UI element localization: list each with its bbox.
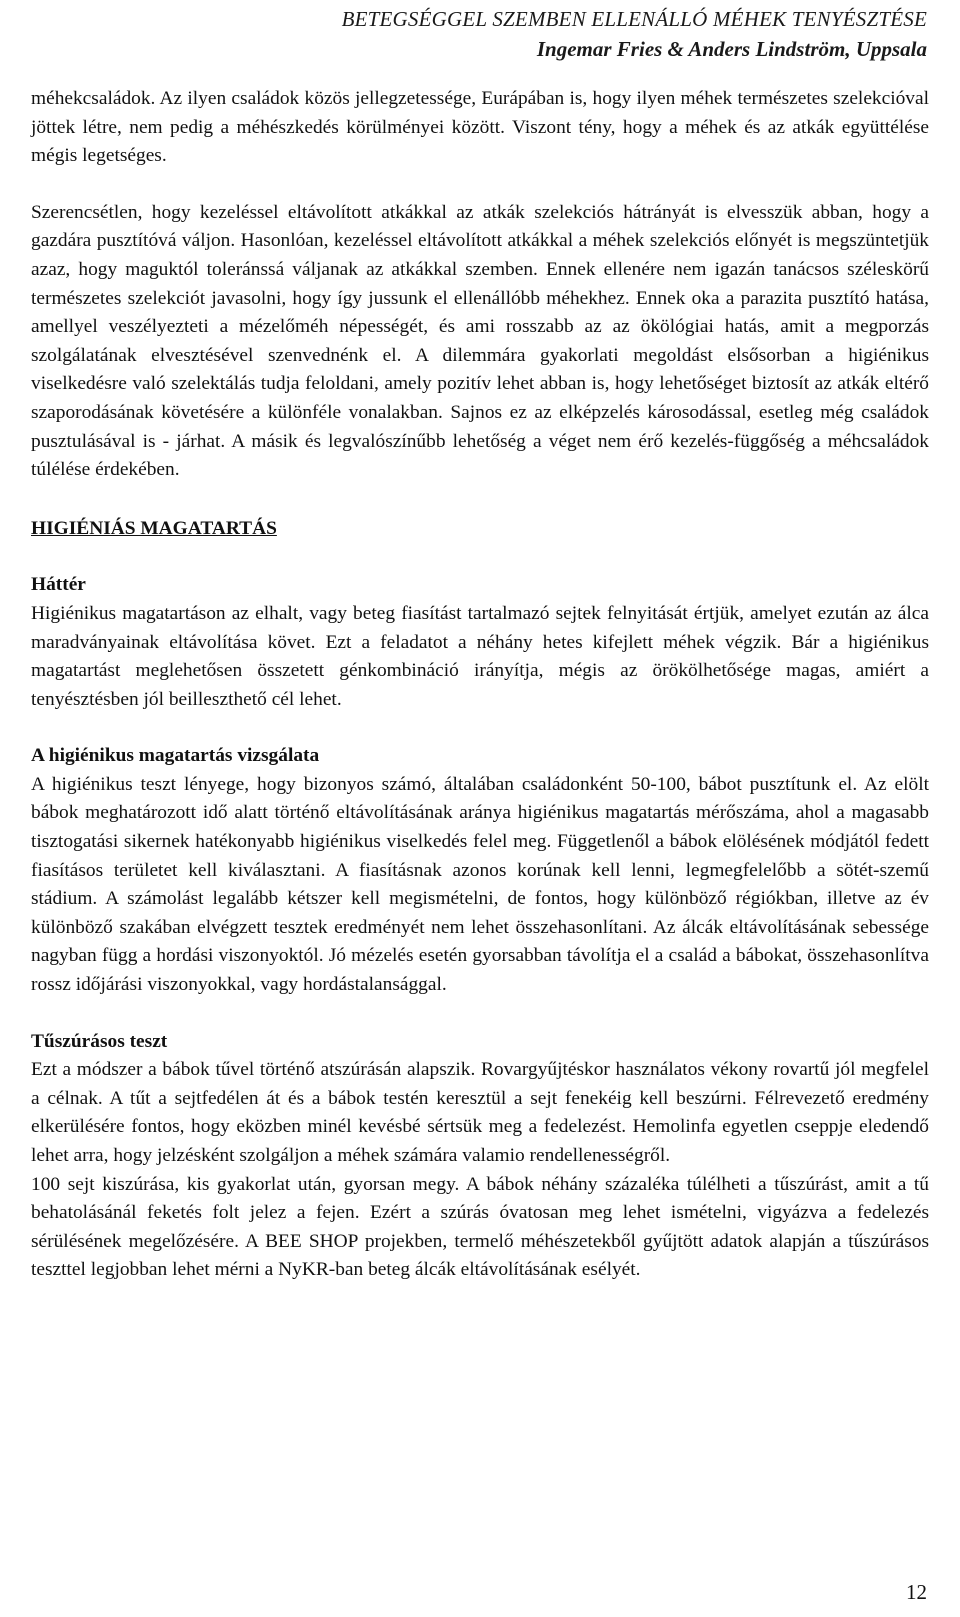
- paragraph-intro-continuation: méhekcsaládok. Az ilyen családok közös jellegzetessége, Eurápában is, hogy ilyen méhek természetes szelekcióval jöttek létre, nem pedig a méhészkedés körülményei között. Viszont tény, hogy a méhek és az atkák együttélése mégis legetséges.: [31, 88, 929, 167]
- paragraph-selection-dilemma: Szerencsétlen, hogy kezeléssel eltávolított atkákkal az atkák szelekciós hátrányát is elvesszük abban, hogy a gazdára pusztítóvá váljon. Hasonlóan, kezeléssel eltávolított atkákkal a méhek szelekciós előnyét is megszüntetjük azaz, hogy maguktól toleránssá váljanak az atkákkal szemben. Ennek ellenére nem igazán tanácsos széleskörű természetes szelekciót javasolni, hogy így jussunk el ellenállóbb méhekhez. Ennek oka a parazita pusztító hatása, amellyel veszélyezteti a mézelőméh népességét, és ami rosszabb az az ökölógiai hatás, amit a megporzás szolgálatának elvesztésével szenvednénk el. A dilemmára gyakorlati megoldást elsősorban a higiénikus viselkedésre való szelektálás tudja feloldani, amely pozitív lehet abban is, hogy lehetőséget biztosít az atkák eltérő szaporodásának követésére a különféle vonalakban. Sajnos ez az elképzelés károsodással, esetleg még családok pusztulásával is - járhat. A másik és legvalószínűbb lehetőség a véget nem érő kezelés-függőség a méhcsaládok túlélése érdekében.: [31, 201, 929, 481]
- paragraph-pin-test-practice: 100 sejt kiszúrása, kis gyakorlat után, gyorsan megy. A bábok néhány százaléka túlélheti a tűszúrást, amit a tű behatolásánál feketés folt jelez a fejen. Ezért a szúrás óvatosan meg lehet ismételni, vigyázva a fedelezés sérülésének megelőzésére. A BEE SHOP projekben, termelő méhészetekből gyűjtött adatok alapján a tűszúrásos teszttel legjobban lehet mérni a NyKR-ban beteg álcák eltávolításának esélyét.: [31, 1173, 929, 1281]
- document-body: [31, 85, 929, 1285]
- paragraph-pin-test-method: Ezt a módszer a bábok tűvel történő atszúrásán alapszik. Rovargyűjtéskor használatos vékony rovartű jól megfelel a célnak. A tűt a sejtfedélen át és a bábok testén keresztül a sejt fenekéig kell beszúrni. Félrevezető eredmény elkerülésére fontos, hogy eközben minél kevésbé sértsük meg a fedelezést. Hemolinfa egyetlen cseppje eledendő lehet arra, hogy jelzésként szolgáljon a méhek számára valamio rendellenességről.: [31, 1059, 929, 1166]
- header-authors: Ingemar Fries & Anders Lindström, Uppsala: [536, 37, 927, 61]
- running-header: [342, 4, 927, 64]
- subheading-background: Háttér: [31, 574, 86, 596]
- subheading-pin-test: Tűszúrásos teszt: [31, 1030, 168, 1052]
- paragraph-hygienic-test: A higiénikus teszt lényege, hogy bizonyos számó, általában családonként 50-100, bábot pusztítunk el. Az elölt bábok meghatározott idő alatt történő eltávolításának aránya higiénikus magatartás mérőszáma, ahol a magasabb tisztogatási sikernek hatékonyabb higiénikus viselkedés felel meg. Függetlenől a bábok elölésének módjától fedett fiasításos területet kell kiválasztani. A fiasításnak azonos korúnak kell lenni, legmegfelelőbb a sötét-szemű stádium. A számolást legalább kétszer kell megismételni, de fontos, hogy különböző régiókban, illetve az év különböző szakában elvégzett tesztek eredményét nem lehet összehasonlítani. Az álcák eltávolításának sebessége nagyban függ a hordási viszonyoktól. Jó mézelés esetén gyorsabban távolítja el a család a bábokat, összehasonlítva rossz időjárási viszonyokkal, vagy hordástalansággal.: [31, 773, 929, 996]
- paragraph-background: Higiénikus magatartáson az elhalt, vagy beteg fiasítást tartalmazó sejtek felnyitását értjük, amelyet ezután az álca maradványainak eltávolítása követ. Ezt a feladatot a néhány hetes kifejlett méhek végzik. Bár a higiénikus magatartást meglehetősen összetett génkombináció irányítja, mégis az örökölhetősége magas, amiért a tenyésztésben jól beilleszthető cél lehet.: [31, 602, 929, 710]
- header-title: BETEGSÉGGEL SZEMBEN ELLENÁLLÓ MÉHEK TENYÉSZTÉSE: [341, 7, 927, 31]
- page-number: 12: [906, 1580, 927, 1604]
- subheading-hygienic-test: A higiénikus magatartás vizsgálata: [31, 745, 320, 767]
- section-heading: HIGIÉNIÁS MAGATARTÁS: [31, 517, 277, 539]
